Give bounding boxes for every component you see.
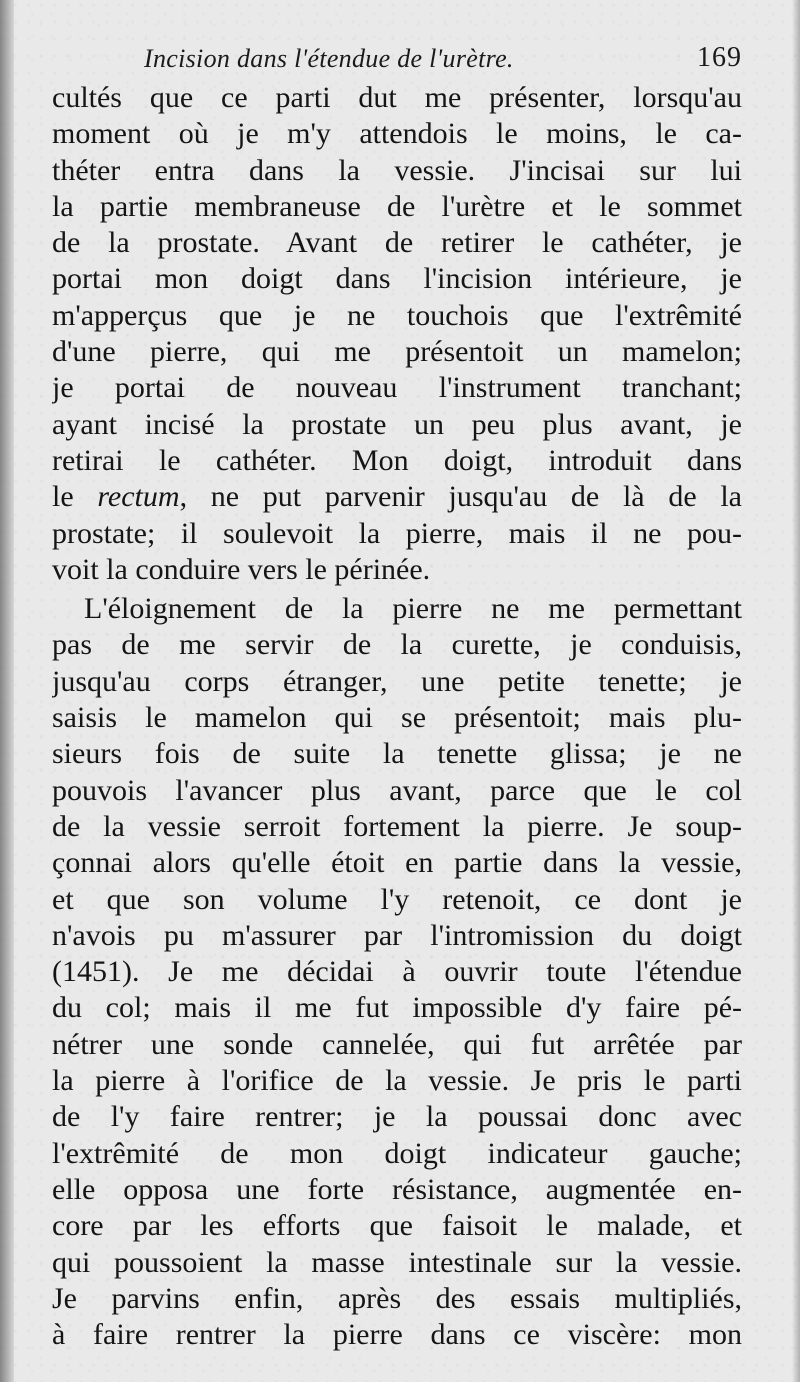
text-line: nétrer une sonde cannelée, qui fut arrêtée par	[52, 1027, 742, 1061]
text-line: ayant incisé la prostate un peu plus avant, je	[52, 407, 742, 441]
text-line: elle opposa une forte résistance, augmentée en-	[52, 1172, 742, 1206]
text-line: saisis le mamelon qui se présentoit; mais plu-	[52, 701, 742, 735]
text-line: pas de me servir de la curette, je conduisis,	[52, 628, 742, 662]
running-head	[52, 38, 742, 82]
text-line: qui poussoient la masse intestinale sur la vessie.	[52, 1245, 742, 1279]
text-line: L'éloignement de la pierre ne me permettant	[84, 592, 742, 626]
text-line: portai mon doigt dans l'incision intérieure, je	[52, 262, 742, 296]
text-line: de la vessie serroit fortement la pierre. Je soup-	[52, 809, 742, 843]
paragraph-2	[52, 591, 742, 1353]
text-line: à faire rentrer la pierre dans ce viscère: mon	[52, 1318, 742, 1352]
text-line-with-italic	[52, 479, 742, 515]
text-line: voit la conduire vers le périnée.	[52, 552, 431, 586]
text-line: m'apperçus que je ne touchois que l'extrêmité	[52, 298, 742, 332]
text-line: (1451). Je me décidai à ouvrir toute l'étendue	[52, 955, 742, 989]
text-line: et que son volume l'y retenoit, ce dont je	[52, 882, 742, 916]
text-line: core par les efforts que faisoit le malade, et	[52, 1209, 742, 1243]
text-line: moment où je m'y attendois le moins, le ca-	[52, 117, 742, 151]
text-line: çonnai alors qu'elle étoit en partie dans la vessie,	[52, 846, 742, 880]
text-line: théter entra dans la vessie. J'incisai sur lui	[52, 153, 742, 187]
body-text	[52, 80, 742, 1353]
text-line: jusqu'au corps étranger, une petite tenette; je	[52, 664, 742, 698]
text-line: la partie membraneuse de l'urètre et le sommet	[52, 189, 742, 223]
text-line: sieurs fois de suite la tenette glissa; je ne	[52, 737, 742, 771]
italic-term: rectum	[97, 480, 180, 514]
text-line: pouvois l'avancer plus avant, parce que le col	[52, 773, 742, 807]
text-line: Je parvins enfin, après des essais multipliés,	[52, 1281, 742, 1315]
text-line: je portai de nouveau l'instrument tranchant;	[52, 371, 742, 405]
paragraph-1	[52, 80, 742, 588]
text-line: de l'y faire rentrer; je la poussai donc avec	[52, 1100, 742, 1134]
text-line: n'avois pu m'assurer par l'intromission du doigt	[52, 918, 742, 952]
text-line: retirai le cathéter. Mon doigt, introduit dans	[52, 443, 742, 477]
text-line: l'extrêmité de mon doigt indicateur gauche;	[52, 1136, 742, 1170]
text-line: de la prostate. Avant de retirer le cathéter, je	[52, 226, 742, 260]
text-line: d'une pierre, qui me présentoit un mamelon;	[52, 335, 742, 369]
page-number: 169	[697, 42, 742, 73]
text-line: cultés que ce parti dut me présenter, lorsqu'au	[52, 81, 742, 114]
text-fragment: le	[52, 480, 98, 514]
running-title: Incision dans l'étendue de l'urètre.	[144, 44, 514, 73]
text-line: du col; mais il me fut impossible d'y faire pé-	[52, 991, 742, 1025]
text-line: la pierre à l'orifice de la vessie. Je pris le parti	[52, 1064, 742, 1098]
text-fragment: , ne put parvenir jusqu'au de là de la	[179, 480, 742, 514]
text-line: prostate; il soulevoit la pierre, mais il ne pou-	[52, 516, 742, 550]
